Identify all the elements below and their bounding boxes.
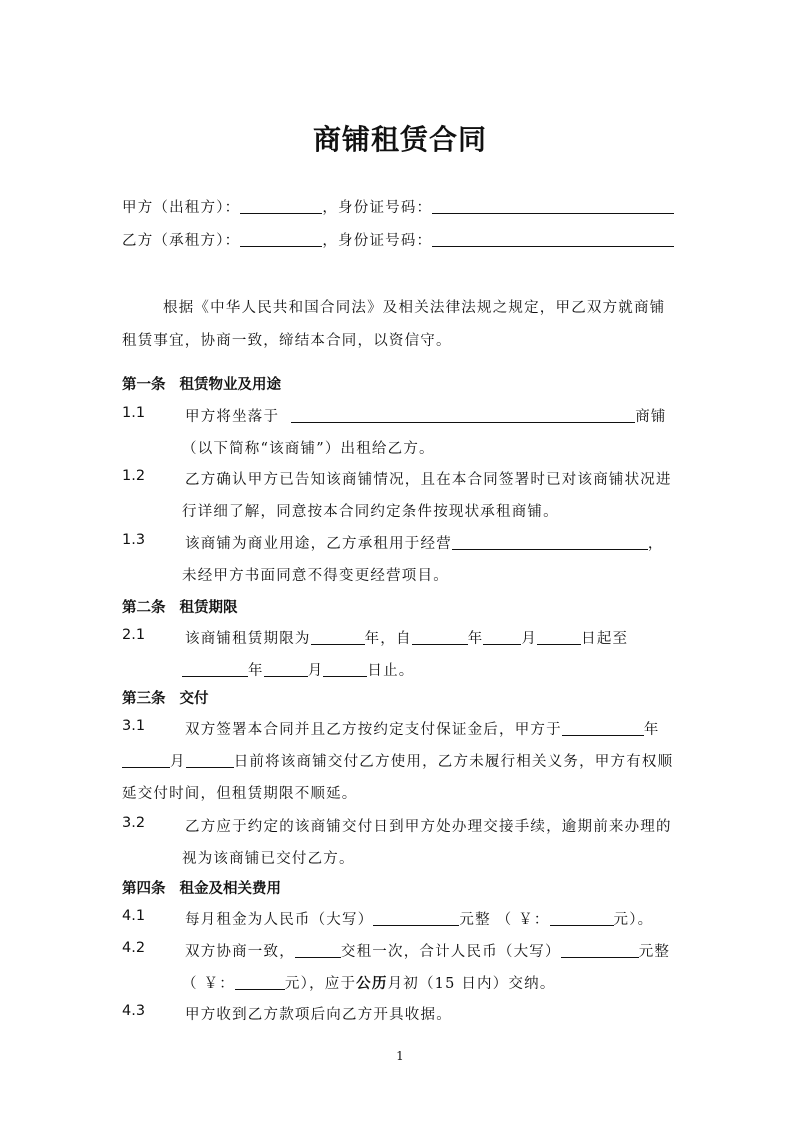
- end-month-blank[interactable]: [264, 662, 308, 677]
- party-a-line: [122, 196, 674, 217]
- clause-3-2-line-2: 视为该商铺已交付乙方。: [182, 851, 355, 867]
- party-a-name-blank[interactable]: [240, 199, 322, 214]
- clause-1-1-line-2: （以下简称“该商铺”）出租给乙方。: [182, 441, 435, 457]
- clause-1-1-line-1: 甲方将坐落于 商铺: [185, 409, 667, 425]
- clause-4-1-number: 4.1: [122, 908, 146, 924]
- preamble-line-1: 根据《中华人民共和国合同法》及相关法律法规之规定，甲乙双方就商铺: [163, 300, 666, 316]
- article-3-title: 交付: [179, 691, 209, 707]
- clause-3-2-line-1: 乙方应于约定的该商铺交付日到甲方处办理交接手续，逾期前来办理的: [185, 819, 672, 835]
- party-b-line: [122, 229, 674, 250]
- clause-3-1-line-2: 月 日前将该商铺交付乙方使用，乙方未履行相关义务，甲方有权顺: [122, 750, 673, 771]
- end-year-blank[interactable]: [182, 662, 248, 677]
- clause-1-1-number: 1.1: [122, 405, 146, 421]
- party-b-name-blank[interactable]: [240, 232, 322, 247]
- start-month-blank[interactable]: [483, 630, 521, 645]
- clause-1-2-line-2: 行详细了解，同意按本合同约定条件按现状承租商铺。: [182, 504, 559, 520]
- clause-1-2-number: 1.2: [122, 468, 146, 484]
- clause-4-2-line-2: （ ￥： 元），应于公历月初（15 日内）交纳。: [182, 976, 556, 992]
- clause-2-1-line-2: 年 月 日止。: [182, 659, 415, 680]
- clause-4-1-line-1: 每月租金为人民币（大写） 元整 （ ￥： 元）。: [185, 912, 654, 928]
- payment-period-blank[interactable]: [295, 943, 341, 958]
- party-a-label: 甲方（出租方）：: [122, 200, 241, 216]
- article-1-heading: [122, 373, 295, 394]
- preamble-line-2: 租赁事宜，协商一致，缔结本合同，以资信守。: [122, 333, 452, 349]
- start-year-blank[interactable]: [412, 630, 468, 645]
- party-b-id-blank[interactable]: [432, 232, 674, 247]
- clause-3-1-line-1: 双方签署本合同并且乙方按约定支付保证金后，甲方于 年: [185, 722, 660, 738]
- article-2-number: 第二条: [122, 600, 166, 616]
- monthly-rent-words-blank[interactable]: [373, 911, 459, 926]
- end-day-blank[interactable]: [323, 662, 367, 677]
- clause-4-2-number: 4.2: [122, 940, 146, 956]
- page-number: 1: [396, 1049, 404, 1063]
- article-2-heading: [122, 596, 252, 617]
- delivery-day-blank[interactable]: [186, 753, 234, 768]
- party-b-id-label: ，身份证号码：: [322, 233, 433, 249]
- article-4-heading: [122, 877, 295, 898]
- total-rent-number-blank[interactable]: [235, 975, 285, 990]
- clause-1-3-number: 1.3: [122, 532, 146, 548]
- monthly-rent-number-blank[interactable]: [550, 911, 614, 926]
- delivery-month-blank[interactable]: [122, 753, 170, 768]
- article-2-title: 租赁期限: [179, 600, 238, 616]
- party-a-id-label: ，身份证号码：: [322, 200, 433, 216]
- shop-location-blank[interactable]: [291, 408, 635, 423]
- article-4-title: 租金及相关费用: [179, 881, 281, 897]
- lease-years-blank[interactable]: [311, 630, 365, 645]
- clause-3-1-number: 3.1: [122, 718, 146, 734]
- clause-2-1-number: 2.1: [122, 627, 146, 643]
- clause-2-1-line-1: 该商铺租赁期限为 年，自 年 月 日起至: [185, 631, 629, 647]
- start-day-blank[interactable]: [537, 630, 581, 645]
- clause-4-3-number: 4.3: [122, 1003, 146, 1019]
- clause-4-3-line-1: 甲方收到乙方款项后向乙方开具收据。: [185, 1007, 452, 1023]
- clause-1-3-line-1: 该商铺为商业用途，乙方承租用于经营 ，: [185, 536, 664, 552]
- article-3-number: 第三条: [122, 691, 166, 707]
- clause-4-2-line-1: 双方协商一致， 交租一次，合计人民币（大写） 元整: [185, 944, 671, 960]
- article-4-number: 第四条: [122, 881, 166, 897]
- article-1-title: 租赁物业及用途: [179, 377, 281, 393]
- party-a-id-blank[interactable]: [432, 199, 674, 214]
- article-3-heading: [122, 687, 223, 708]
- clause-1-2-line-1: 乙方确认甲方已告知该商铺情况，且在本合同签署时已对该商铺状况进: [185, 472, 672, 488]
- article-1-number: 第一条: [122, 377, 166, 393]
- delivery-year-blank[interactable]: [562, 721, 644, 736]
- document-title: 商铺租赁合同: [312, 123, 487, 156]
- party-b-label: 乙方（承租方）：: [122, 233, 241, 249]
- total-rent-words-blank[interactable]: [561, 943, 639, 958]
- business-scope-blank[interactable]: [452, 535, 648, 550]
- clause-3-1-line-3: 延交付时间，但租赁期限不顺延。: [122, 786, 358, 802]
- clause-1-3-line-2: 未经甲方书面同意不得变更经营项目。: [182, 568, 449, 584]
- clause-3-2-number: 3.2: [122, 815, 146, 831]
